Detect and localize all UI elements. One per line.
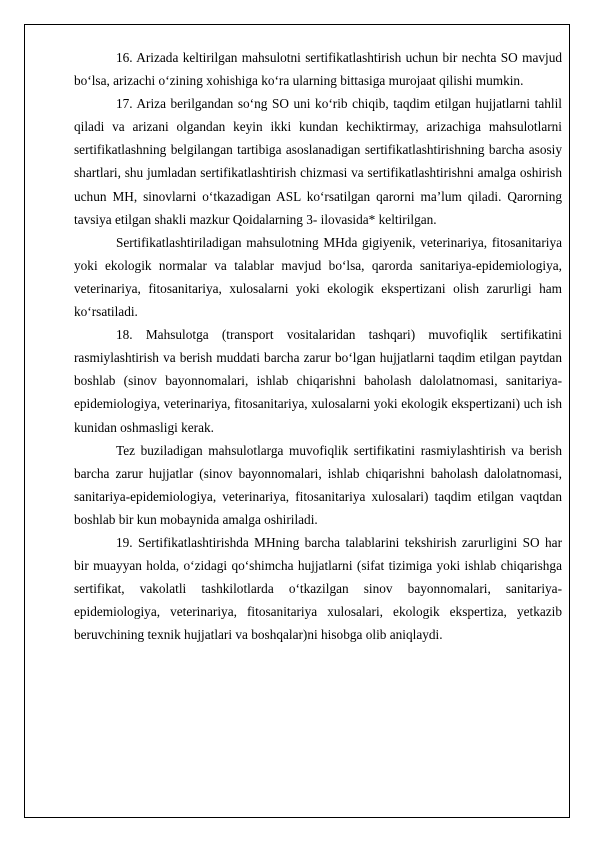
- paragraph-16: 16. Arizada keltirilgan mahsulotni sertifikatlashtirish uchun bir nechta SO mavjud bo‘lsa, arizachi o‘zining xohishiga ko‘ra ularning bittasiga murojaat qilishi mumkin.: [74, 50, 562, 89]
- paragraph-19: 19. Sertifikatlashtirishda MHning barcha talablarini tekshirish zarurligini SO har bir muayyan holda, o‘zidagi qo‘shimcha hujjatlarni (sifat tizimiga yoki ishlab chiqarishga sertifikat, vakolatli tashkilotlarda o‘tkazilgan sinov bayonnomalari, sanitariya-epidemiologiya, veterinariya, fitosanitariya xulosalari, ekologik ekspertiza, yetkazib beruvchining texnik hujjatlari va boshqalar)ni hisobga olib aniqlaydi.: [74, 534, 562, 643]
- paragraph-18: 18. Mahsulotga (transport vositalaridan tashqari) muvofiqlik sertifikatini rasmiylashtirish va berish muddati barcha zarur bo‘lgan hujjatlarni taqdim etilgan paytdan boshlab (sinov bayonnomalari, ishlab chiqarishni baholash dalolatnomasi, sanitariya-epidemiologiya, veterinariya, fitosanitariya, xulosalarni yoki ekologik ekspertizani) uch ish kunidan oshmasligi kerak.: [74, 327, 562, 435]
- paragraph-17: 17. Ariza berilgandan so‘ng SO uni ko‘rib chiqib, taqdim etilgan hujjatlarni tahlil qiladi va arizani olgandan keyin ikki kundan kechiktirmay, arizachiga mahsulotlarni sertifikatlashning belgilangan tartibiga asoslanadigan sertifikatlashtirishning barcha asosiy shartlari, shu jumladan sertifikatlashtirish chizmasi va sertifikatlashtirishni amalga oshirish uchun MH, sinovlarni o‘tkazadigan ASL ko‘rsatilgan qarorni ma’lum qiladi. Qarorning tavsiya etilgan shakli mazkur Qoidalarning 3- ilovasida* keltirilgan.: [74, 96, 562, 227]
- paragraph-18-continued: Tez buziladigan mahsulotlarga muvofiqlik sertifikatini rasmiylashtirish va berish barcha zarur hujjatlar (sinov bayonnomalari, ishlab chiqarishni baholash dalolatnomasi, sanitariya-epidemiologiya, veterinariya, fitosanitariya xulosalari) taqdim etilgan vaqtdan boshlab bir kun mobaynida amalga oshiriladi.: [74, 442, 562, 527]
- paragraph-17-continued: Sertifikatlashtiriladigan mahsulotning MHda gigiyenik, veterinariya, fitosanitariya yoki ekologik normalar va talablar mavjud bo‘lsa, qarorda sanitariya-epidemiologiya, veterinariya, fitosanitariya, xulosalarni yoki ekologik ekspertizani olish zarurligi ham ko‘rsatiladi.: [74, 234, 562, 320]
- document-body: [74, 46, 562, 646]
